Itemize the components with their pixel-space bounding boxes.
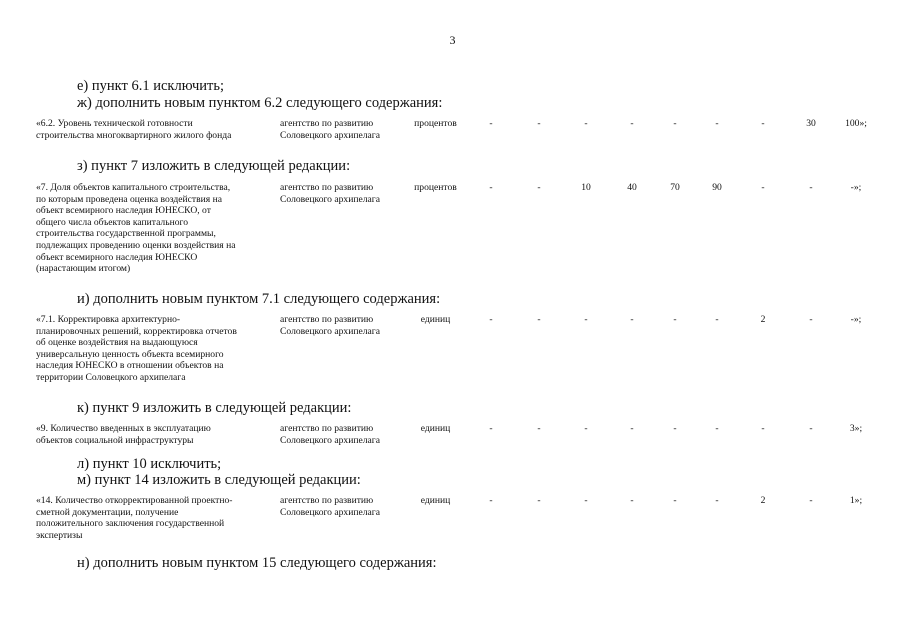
executor-cell	[280, 423, 410, 446]
indicator-line: «7. Доля объектов капитального строительства,	[36, 182, 231, 193]
value-cell: -	[537, 423, 541, 434]
indicator-line: положительного заключения государственной	[36, 518, 225, 530]
indicator-line: объект всемирного наследия ЮНЕСКО, от	[36, 205, 211, 217]
indicator-line: «14. Количество откорректированной проектно-	[36, 495, 233, 506]
executor-line: Соловецкого архипелага	[280, 434, 380, 446]
indicator-line: «9. Количество введенных в эксплуатацию	[36, 423, 211, 434]
value-cell: -	[809, 314, 813, 325]
indicator-line: общего числа объектов капитального	[36, 216, 189, 228]
heading-k: к) пункт 9 изложить в следующей редакции:	[77, 400, 352, 416]
value-cell: 90	[712, 182, 722, 193]
indicator-line: об оценке воздействия на выдающуюся	[36, 337, 198, 349]
executor-line: Соловецкого архипелага	[280, 506, 380, 518]
value-cell: -	[537, 495, 541, 506]
value-cell: -	[537, 118, 541, 129]
value-cell: -	[489, 314, 493, 325]
indicator-line: сметной документации, получение	[36, 506, 179, 518]
unit-cell: единиц	[420, 314, 451, 325]
value-cell: -	[715, 118, 719, 129]
indicator-line: объект всемирного наследия ЮНЕСКО	[36, 251, 198, 263]
indicator-line: планировочных решений, корректировка отчетов	[36, 325, 237, 337]
value-cell: -	[537, 182, 541, 193]
heading-zh: ж) дополнить новым пунктом 6.2 следующего содержания:	[77, 95, 443, 111]
executor-cell	[280, 314, 410, 337]
indicator-line: (нарастающим итогом)	[36, 263, 131, 275]
heading-l: л) пункт 10 исключить;	[77, 456, 222, 472]
executor-cell	[280, 182, 410, 205]
value-cell: -	[489, 495, 493, 506]
value-cell: 2	[760, 495, 766, 506]
value-cell: -	[584, 423, 588, 434]
value-cell: -	[715, 495, 719, 506]
value-cell: -	[715, 314, 719, 325]
indicator-cell	[36, 182, 268, 275]
indicator-line: по которым проведена оценка воздействия на	[36, 193, 222, 205]
value-cell: 40	[627, 182, 637, 193]
value-cell: -	[809, 495, 813, 506]
heading-n: н) дополнить новым пунктом 15 следующего содержания:	[77, 555, 437, 571]
value-cell-final: 3»;	[849, 423, 863, 434]
value-cell: -	[489, 118, 493, 129]
heading-z: з) пункт 7 изложить в следующей редакции:	[77, 158, 351, 174]
value-cell: -	[630, 118, 634, 129]
value-cell: -	[673, 495, 677, 506]
indicator-cell	[36, 495, 268, 541]
unit-cell: единиц	[420, 423, 451, 434]
value-cell: -	[673, 423, 677, 434]
value-cell-final: 100»;	[845, 118, 867, 129]
indicator-cell	[36, 423, 268, 446]
executor-cell	[280, 118, 410, 141]
unit-cell: процентов	[414, 182, 457, 193]
value-cell: -	[715, 423, 719, 434]
value-cell: 70	[670, 182, 680, 193]
executor-line: Соловецкого архипелага	[280, 193, 380, 205]
executor-cell	[280, 495, 410, 518]
executor-line: Соловецкого архипелага	[280, 325, 380, 337]
value-cell: -	[761, 182, 765, 193]
executor-line: агентство по развитию	[280, 118, 374, 129]
indicator-line: экспертизы	[36, 529, 83, 541]
value-cell: -	[809, 182, 813, 193]
indicator-line: подлежащих проведению оценки воздействия на	[36, 239, 236, 251]
value-cell: -	[673, 314, 677, 325]
value-cell: -	[489, 182, 493, 193]
indicator-line: строительства многоквартирного жилого фонда	[36, 129, 232, 141]
heading-m: м) пункт 14 изложить в следующей редакции:	[77, 472, 361, 488]
indicator-line: территории Соловецкого архипелага	[36, 371, 186, 383]
indicator-line: объектов социальной инфраструктуры	[36, 434, 194, 446]
indicator-cell	[36, 118, 268, 141]
indicator-line: «6.2. Уровень технической готовности	[36, 118, 193, 129]
value-cell: -	[630, 314, 634, 325]
executor-line: агентство по развитию	[280, 314, 374, 325]
value-cell: -	[630, 495, 634, 506]
executor-line: Соловецкого архипелага	[280, 129, 380, 141]
value-cell: -	[761, 423, 765, 434]
heading-i: и) дополнить новым пунктом 7.1 следующего содержания:	[77, 291, 441, 307]
value-cell: 2	[760, 314, 766, 325]
value-cell: -	[489, 423, 493, 434]
value-cell-final: -»;	[850, 314, 862, 325]
value-cell-final: 1»;	[849, 495, 863, 506]
executor-line: агентство по развитию	[280, 182, 374, 193]
indicator-line: «7.1. Корректировка архитектурно-	[36, 314, 181, 325]
indicator-line: наследия ЮНЕСКО в отношении объектов на	[36, 360, 224, 372]
value-cell: -	[761, 118, 765, 129]
indicator-cell	[36, 314, 268, 384]
unit-cell: процентов	[414, 118, 457, 129]
value-cell: -	[584, 118, 588, 129]
value-cell: 30	[806, 118, 816, 129]
heading-e: е) пункт 6.1 исключить;	[77, 78, 225, 94]
unit-cell: единиц	[420, 495, 451, 506]
executor-line: агентство по развитию	[280, 423, 374, 434]
value-cell-final: -»;	[850, 182, 862, 193]
indicator-line: строительства государственной программы,	[36, 228, 216, 240]
value-cell: 10	[581, 182, 591, 193]
value-cell: -	[630, 423, 634, 434]
page-number: 3	[449, 33, 456, 47]
value-cell: -	[584, 314, 588, 325]
value-cell: -	[584, 495, 588, 506]
value-cell: -	[809, 423, 813, 434]
indicator-line: универсальную ценность объекта всемирного	[36, 348, 224, 360]
value-cell: -	[673, 118, 677, 129]
value-cell: -	[537, 314, 541, 325]
executor-line: агентство по развитию	[280, 495, 374, 506]
